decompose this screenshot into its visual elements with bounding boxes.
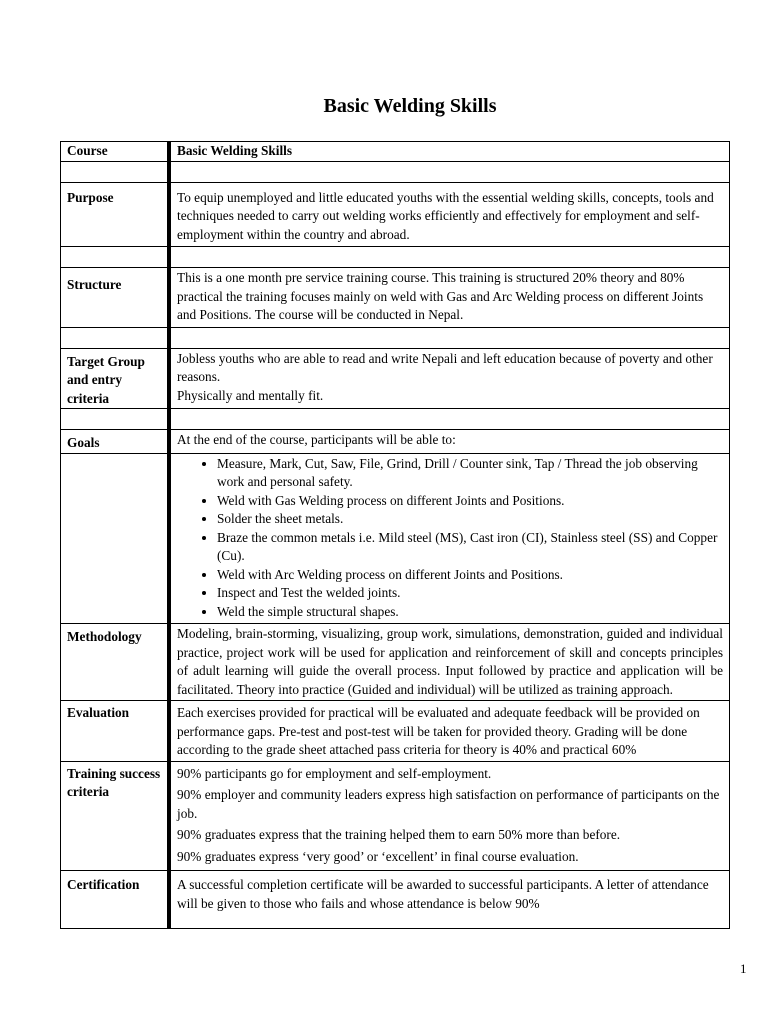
goal-item: • Weld the simple structural shapes.: [217, 603, 723, 622]
row-structure: [61, 268, 730, 328]
spacer-row: [61, 161, 730, 182]
goals-list-cell: [169, 453, 730, 624]
goal-item: • Solder the sheet metals.: [217, 510, 723, 529]
target-line: Physically and mentally fit.: [177, 387, 324, 403]
value-purpose: To equip unemployed and little educated youths with the essential welding skills, concepts, tools and techniques needed to carry out welding works efficiently and effectively for employment and self-employment within the country and abroad.: [169, 182, 730, 247]
spacer-row: [61, 327, 730, 348]
target-line: Jobless youths who are able to read and write Nepali and left education because of poverty and other reasons.: [177, 350, 713, 384]
goals-list: [177, 455, 723, 622]
row-methodology: [61, 624, 730, 701]
spacer-row: [61, 247, 730, 268]
success-line: 90% graduates express that the training helped them to earn 50% more than before.: [177, 827, 621, 842]
value-certification: A successful completion certificate will be awarded to successful participants. A letter of attendance will be given to those who fails and whose attendance is below 90%: [169, 871, 730, 929]
label-methodology: Methodology: [61, 624, 170, 701]
success-line: 90% graduates express ‘very good’ or ‘excellent’ in final course evaluation.: [177, 848, 579, 864]
value-target-group: [169, 348, 730, 409]
value-course: Basic Welding Skills: [169, 142, 730, 162]
value-training-success: [169, 761, 730, 871]
label-goals: Goals: [61, 430, 170, 454]
goal-item: • Weld with Arc Welding process on different Joints and Positions.: [217, 566, 723, 585]
success-line: 90% participants go for employment and self-employment.: [177, 765, 492, 781]
label-evaluation: Evaluation: [61, 701, 170, 762]
document-title: Basic Welding Skills: [323, 95, 497, 117]
row-training-success: [61, 761, 730, 871]
goal-item: • Braze the common metals i.e. Mild steel (MS), Cast iron (CI), Stainless steel (SS) and Copper (Cu).: [217, 529, 723, 566]
label-training-success: Training success criteria: [61, 761, 170, 871]
label-purpose: Purpose: [61, 182, 170, 247]
row-purpose: [61, 182, 730, 247]
goals-intro: At the end of the course, participants will be able to:: [169, 430, 730, 454]
course-table: [60, 141, 730, 929]
value-methodology: Modeling, brain-storming, visualizing, group work, simulations, demonstration, guided and individual practice, project work will be used for application and reinforcement of skill and concepts principles of adult learning will guide the overall process. Input followed by practice and application will be facilitated. Theory into practice (Guided and individual) will be utilized as training approach.: [169, 624, 730, 701]
page-number: 1: [740, 961, 747, 976]
row-goals: [61, 430, 730, 454]
spacer-row: [61, 409, 730, 430]
label-certification: Certification: [61, 871, 170, 929]
label-target-group: Target Group and entry criteria: [61, 348, 170, 409]
row-goals-list: [61, 453, 730, 624]
value-structure: This is a one month pre service training course. This training is structured 20% theory and 80% practical the training focuses mainly on weld with Gas and Arc Welding process on different Joints and Positions. The course will be conducted in Nepal.: [169, 268, 730, 328]
goal-item: • Measure, Mark, Cut, Saw, File, Grind, Drill / Counter sink, Tap / Thread the job observing work and personal safety.: [217, 455, 723, 492]
value-evaluation: Each exercises provided for practical will be evaluated and adequate feedback will be provided on performance gaps. Pre-test and post-test will be taken for provided theory. Grading will be done according to the grade sheet attached pass criteria for theory is 40% and practical 60%: [169, 701, 730, 762]
row-certification: [61, 871, 730, 929]
label-course: Course: [61, 142, 170, 162]
row-evaluation: [61, 701, 730, 762]
label-structure: Structure: [61, 268, 170, 328]
row-course: [61, 142, 730, 162]
success-line: 90% employer and community leaders express high satisfaction on performance of participants on the job.: [177, 787, 720, 821]
goal-item: • Inspect and Test the welded joints.: [217, 584, 723, 603]
row-target-group: [61, 348, 730, 409]
goal-item: • Weld with Gas Welding process on different Joints and Positions.: [217, 492, 723, 511]
